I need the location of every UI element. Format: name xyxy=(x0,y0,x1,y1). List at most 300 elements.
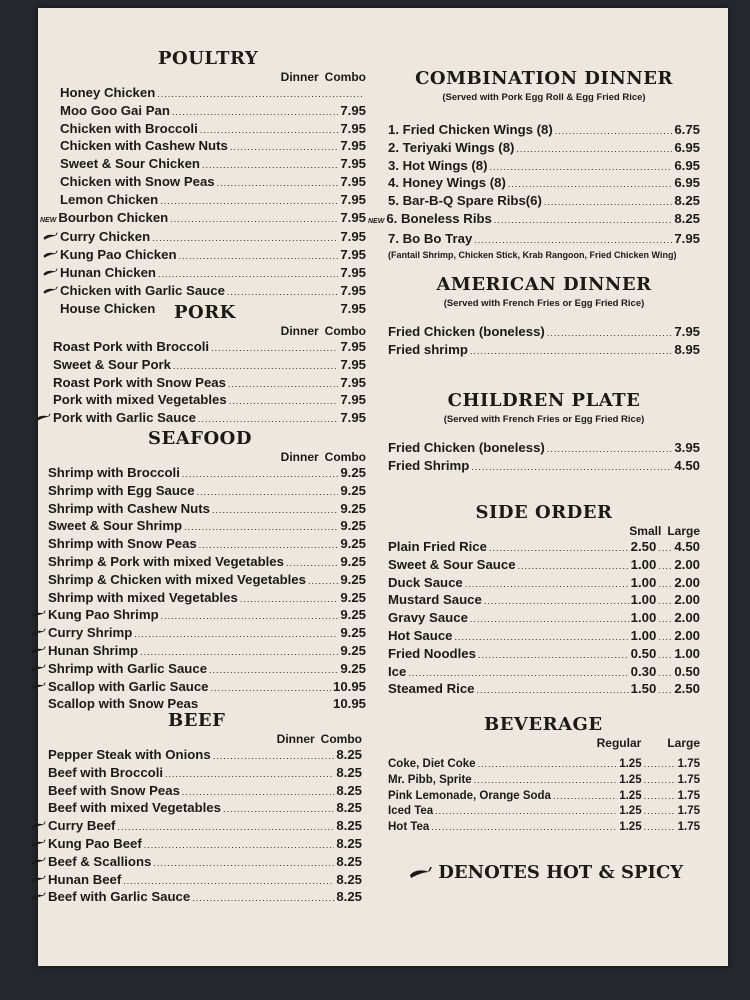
beverage-header xyxy=(388,736,700,751)
poultry-section xyxy=(40,48,366,317)
leader-dots xyxy=(470,610,629,628)
leader-dots xyxy=(658,593,672,610)
item-price: 7.95 xyxy=(340,410,366,426)
leader-dots xyxy=(212,501,338,519)
item-price: 7.95 xyxy=(340,120,366,136)
item-price: 7.95 xyxy=(340,264,366,280)
menu-item xyxy=(388,342,700,360)
item-price: 9.25 xyxy=(340,625,366,641)
menu-item xyxy=(48,554,366,572)
side-order-header-small: Small xyxy=(629,524,662,538)
item-price-large: 2.50 xyxy=(674,681,700,697)
beef-title: BEEF xyxy=(168,710,226,731)
item-price-large: 1.75 xyxy=(677,758,700,770)
american-section xyxy=(388,274,700,360)
item-name: Iced Tea xyxy=(388,805,434,818)
item-name: Lemon Chicken xyxy=(60,191,159,207)
item-name: 3. Hot Wings (8) xyxy=(388,157,488,173)
menu-item xyxy=(388,122,700,140)
item-name: Beef with Broccoli xyxy=(48,764,164,780)
item-name: Chicken with Broccoli xyxy=(60,120,198,136)
item-name: Honey Chicken xyxy=(60,85,156,100)
menu-item xyxy=(388,628,700,646)
leader-dots xyxy=(209,661,338,679)
leader-dots xyxy=(455,628,629,646)
leader-dots xyxy=(123,872,334,890)
pepper-marker xyxy=(30,680,46,697)
pepper-icon xyxy=(30,628,46,637)
side-order-title: SIDE ORDER xyxy=(475,502,613,523)
menu-item xyxy=(388,610,700,628)
menu-item xyxy=(48,590,366,608)
menu-item xyxy=(388,193,700,211)
pepper-icon xyxy=(30,664,46,673)
legend-text: DENOTES HOT & SPICY xyxy=(438,862,684,883)
item-price: 9.25 xyxy=(340,482,366,498)
menu-item xyxy=(40,209,366,230)
leader-dots xyxy=(192,889,334,907)
pepper-marker xyxy=(30,819,46,836)
menu-item xyxy=(48,536,366,554)
leader-dots xyxy=(157,85,364,103)
item-price: 7.95 xyxy=(340,374,366,390)
pork-section xyxy=(48,302,366,428)
menu-item xyxy=(60,192,366,210)
item-price-large: 2.00 xyxy=(674,610,700,626)
leader-dots xyxy=(658,611,672,628)
item-price: 9.25 xyxy=(340,518,366,534)
seafood-section xyxy=(48,428,366,713)
leader-dots xyxy=(435,804,617,820)
poultry-header-combo: Combo xyxy=(324,70,366,84)
item-price-small: 1.00 xyxy=(630,627,657,643)
leader-dots xyxy=(508,175,672,193)
pepper-icon xyxy=(30,610,46,619)
menu-item xyxy=(48,854,362,872)
menu-item xyxy=(48,465,366,483)
leader-dots xyxy=(117,818,334,836)
item-price: 7.95 xyxy=(340,282,366,298)
menu-item xyxy=(48,483,366,501)
pork-header xyxy=(48,324,366,339)
menu-item xyxy=(60,283,366,301)
pepper-marker xyxy=(30,855,46,872)
leader-dots xyxy=(547,324,673,342)
new-badge: NEW xyxy=(40,216,57,224)
seafood-list xyxy=(48,465,366,713)
menu-item xyxy=(388,458,700,476)
leader-dots xyxy=(490,158,673,176)
item-price-small: 1.25 xyxy=(619,789,642,802)
menu-item xyxy=(388,539,700,557)
leader-dots xyxy=(644,820,676,836)
pork-header-dinner: Dinner xyxy=(280,324,319,338)
leader-dots xyxy=(658,682,672,699)
menu-item xyxy=(60,174,366,192)
item-price-small: 1.25 xyxy=(619,805,642,818)
pork-title: PORK xyxy=(174,302,236,323)
pepper-marker xyxy=(30,644,46,661)
leader-dots xyxy=(182,465,338,483)
item-price: 8.25 xyxy=(336,835,362,851)
item-price: 8.95 xyxy=(674,341,700,357)
pepper-marker xyxy=(42,248,58,265)
menu-item xyxy=(60,121,366,139)
menu-item xyxy=(388,820,700,836)
beverage-header-large: Large xyxy=(667,736,700,750)
leader-dots xyxy=(152,229,338,247)
item-price-large: 2.00 xyxy=(674,592,700,608)
leader-dots xyxy=(230,138,339,156)
leader-dots xyxy=(173,357,338,375)
leader-dots xyxy=(471,458,672,476)
leader-dots xyxy=(477,681,629,699)
pepper-icon xyxy=(42,268,58,277)
menu-item xyxy=(48,501,366,519)
item-name: 6. Boneless Ribs xyxy=(386,210,492,226)
leader-dots xyxy=(470,342,672,360)
children-title: CHILDREN PLATE xyxy=(447,390,641,411)
menu-item xyxy=(48,625,366,643)
leader-dots xyxy=(158,265,338,283)
menu-item xyxy=(388,592,700,610)
item-price: 4.50 xyxy=(674,457,700,473)
item-price-large: 2.00 xyxy=(674,556,700,572)
item-name: Shrimp with Broccoli xyxy=(48,465,180,480)
beverage-header-regular: Regular xyxy=(596,736,642,750)
item-name: 7. Bo Bo Tray xyxy=(388,230,473,246)
leader-dots xyxy=(229,392,339,410)
menu-item xyxy=(388,440,700,458)
item-name: Fried Chicken (boneless) xyxy=(388,324,545,339)
combination-note: (Fantail Shrimp, Chicken Stick, Krab Rangoon, Fried Chicken Wing) xyxy=(388,249,677,260)
leader-dots xyxy=(211,679,331,697)
item-price: 7.95 xyxy=(340,356,366,372)
item-price: 8.25 xyxy=(336,764,362,780)
leader-dots xyxy=(658,576,672,593)
leader-dots xyxy=(161,607,339,625)
item-price-large: 4.50 xyxy=(674,539,700,554)
menu-item xyxy=(48,818,362,836)
leader-dots xyxy=(184,518,338,536)
item-price: 7.95 xyxy=(340,173,366,189)
spicy-legend xyxy=(408,862,708,883)
leader-dots xyxy=(228,375,338,393)
item-price: 7.95 xyxy=(674,324,700,339)
item-price: 6.75 xyxy=(674,122,700,137)
pepper-icon xyxy=(42,286,58,295)
side-order-list xyxy=(388,539,700,699)
leader-dots xyxy=(658,665,672,682)
item-price-large: 1.75 xyxy=(677,821,700,834)
leader-dots xyxy=(644,804,676,820)
leader-dots xyxy=(474,231,672,249)
menu-item xyxy=(60,229,366,247)
item-price-small: 1.00 xyxy=(630,592,657,608)
combination-title: COMBINATION DINNER xyxy=(415,68,673,89)
item-name: Pork with Garlic Sauce xyxy=(53,410,196,426)
item-price: 9.25 xyxy=(340,607,366,623)
item-price: 8.25 xyxy=(336,782,362,798)
leader-dots xyxy=(478,757,618,773)
pepper-icon xyxy=(35,413,51,422)
item-name: Curry Shrimp xyxy=(48,625,133,641)
pepper-marker xyxy=(35,411,51,428)
beverage-list xyxy=(388,757,700,836)
side-order-section xyxy=(388,502,700,699)
leader-dots xyxy=(553,789,617,805)
item-name: House Chicken xyxy=(60,300,156,316)
leader-dots xyxy=(172,103,338,121)
menu-item xyxy=(48,747,362,765)
item-name: Beef with Snow Peas xyxy=(48,782,180,798)
menu-item xyxy=(53,339,366,357)
item-name: Beef with Garlic Sauce xyxy=(48,889,191,905)
leader-dots xyxy=(160,192,338,210)
item-price: 7.95 xyxy=(340,300,366,316)
menu-item xyxy=(388,324,700,342)
item-name: Shrimp with Garlic Sauce xyxy=(48,660,208,676)
american-list xyxy=(388,324,700,360)
menu-item xyxy=(48,679,366,697)
menu-item xyxy=(388,664,700,682)
pepper-marker xyxy=(42,266,58,283)
item-name: Roast Pork with Broccoli xyxy=(53,339,210,354)
item-price: 7.95 xyxy=(340,339,366,354)
item-price: 6.95 xyxy=(674,175,700,191)
item-price: 8.25 xyxy=(336,818,362,834)
leader-dots xyxy=(197,483,339,501)
leader-dots xyxy=(170,210,338,228)
leader-dots xyxy=(658,629,672,646)
item-price-small: 2.50 xyxy=(630,539,657,554)
item-name: Fried Chicken (boneless) xyxy=(388,440,545,455)
menu-item xyxy=(48,836,362,854)
item-name: Shrimp with Egg Sauce xyxy=(48,482,195,498)
leader-dots xyxy=(484,592,629,610)
pepper-marker xyxy=(30,890,46,907)
item-price: 7.95 xyxy=(340,156,366,172)
item-name: Gravy Sauce xyxy=(388,610,468,626)
pepper-icon xyxy=(408,866,432,880)
item-name: Curry Chicken xyxy=(60,229,151,245)
beef-header-dinner: Dinner xyxy=(276,732,315,746)
leader-dots xyxy=(200,121,339,139)
item-price: 9.25 xyxy=(340,553,366,569)
item-name: Kung Pao Shrimp xyxy=(48,607,159,623)
beef-list xyxy=(48,747,362,907)
item-name: Steamed Rice xyxy=(388,681,475,697)
item-price: 8.25 xyxy=(674,193,700,209)
side-order-header xyxy=(388,524,700,539)
item-name: Hunan Shrimp xyxy=(48,642,139,658)
menu-item xyxy=(60,138,366,156)
leader-dots xyxy=(516,140,672,158)
legend-row xyxy=(408,862,683,883)
pork-header-combo: Combo xyxy=(324,324,366,338)
item-price-large: 1.75 xyxy=(677,805,700,818)
item-name: Moo Goo Gai Pan xyxy=(60,102,170,118)
children-subtitle: (Served with French Fries or Egg Fried Rice) xyxy=(443,414,645,425)
item-name: Ice xyxy=(388,663,407,679)
pepper-marker xyxy=(30,626,46,643)
menu-item xyxy=(60,85,366,103)
menu-item xyxy=(60,103,366,121)
item-name: Plain Fried Rice xyxy=(388,539,487,554)
beef-section xyxy=(48,710,362,907)
item-name: Kung Pao Chicken xyxy=(60,247,177,263)
item-name: Shrimp with Cashew Nuts xyxy=(48,500,210,516)
combination-subtitle: (Served with Pork Egg Roll & Egg Fried Rice) xyxy=(442,92,646,103)
item-price: 9.25 xyxy=(340,660,366,676)
item-price-large: 0.50 xyxy=(674,663,700,679)
leader-dots xyxy=(658,647,672,664)
item-name: Shrimp with mixed Vegetables xyxy=(48,589,238,605)
item-price: 8.25 xyxy=(674,210,700,226)
menu-item xyxy=(53,375,366,393)
item-name: Scallop with Garlic Sauce xyxy=(48,678,209,694)
leader-dots xyxy=(286,554,338,572)
item-price: 9.25 xyxy=(340,571,366,587)
item-name: Sweet & Sour Pork xyxy=(53,356,171,372)
item-price: 7.95 xyxy=(340,247,366,263)
pepper-icon xyxy=(30,892,46,901)
menu-item xyxy=(48,889,362,907)
menu-item xyxy=(53,392,366,410)
menu-item xyxy=(48,872,362,890)
leader-dots xyxy=(240,590,339,608)
leader-dots xyxy=(202,156,338,174)
pepper-icon xyxy=(30,646,46,655)
pepper-marker xyxy=(30,608,46,625)
item-name: Fried Noodles xyxy=(388,645,476,661)
item-price: 8.25 xyxy=(336,747,362,762)
item-name: Pork with mixed Vegetables xyxy=(53,392,227,408)
leader-dots xyxy=(431,820,617,836)
item-price: 7.95 xyxy=(340,392,366,408)
menu-page xyxy=(38,8,728,966)
children-section xyxy=(388,390,700,476)
leader-dots xyxy=(223,800,334,818)
menu-item xyxy=(48,765,362,783)
item-price-large: 1.75 xyxy=(677,789,700,802)
leader-dots xyxy=(644,789,676,805)
item-name: Sweet & Sour Sauce xyxy=(388,556,516,572)
poultry-header xyxy=(48,70,366,85)
item-price-small: 1.00 xyxy=(630,610,657,626)
pepper-icon xyxy=(30,682,46,691)
item-name: Shrimp & Pork with mixed Vegetables xyxy=(48,553,284,569)
pepper-marker xyxy=(30,837,46,854)
leader-dots xyxy=(165,765,334,783)
item-price: 8.25 xyxy=(336,871,362,887)
poultry-list xyxy=(40,85,366,317)
menu-item xyxy=(48,643,366,661)
item-name: Kung Pao Beef xyxy=(48,835,142,851)
item-name: Mr. Pibb, Sprite xyxy=(388,773,472,786)
item-price: 7.95 xyxy=(340,229,366,245)
item-price: 7.95 xyxy=(340,138,366,154)
item-price: 8.25 xyxy=(336,853,362,869)
menu-item xyxy=(388,789,700,805)
menu-item xyxy=(60,156,366,174)
item-price-small: 1.00 xyxy=(630,574,657,590)
item-name: Fried shrimp xyxy=(388,341,468,357)
item-price: 6.95 xyxy=(674,157,700,173)
item-price: 3.95 xyxy=(674,440,700,455)
pepper-icon xyxy=(30,839,46,848)
menu-item xyxy=(388,575,700,593)
item-name: Scallop with Snow Peas xyxy=(48,696,199,712)
item-price: 8.25 xyxy=(336,889,362,905)
item-price: 9.25 xyxy=(340,500,366,516)
item-price-large: 1.00 xyxy=(674,645,700,661)
seafood-header-combo: Combo xyxy=(324,450,366,464)
item-price-small: 1.25 xyxy=(619,758,642,770)
item-name: Chicken with Snow Peas xyxy=(60,173,215,189)
item-price-large: 1.75 xyxy=(677,773,700,786)
leader-dots xyxy=(518,557,629,575)
seafood-header xyxy=(48,450,366,465)
item-name: 5. Bar-B-Q Spare Ribs(6) xyxy=(388,193,542,209)
item-name: Roast Pork with Snow Peas xyxy=(53,374,226,390)
item-name: Shrimp with Snow Peas xyxy=(48,536,197,552)
beverage-title: BEVERAGE xyxy=(484,714,603,735)
item-price: 10.95 xyxy=(332,678,366,694)
menu-item xyxy=(388,681,700,699)
leader-dots xyxy=(217,174,339,192)
leader-dots xyxy=(547,440,673,458)
menu-item xyxy=(388,175,700,193)
leader-dots xyxy=(134,625,338,643)
menu-item xyxy=(388,773,700,789)
item-price: 6.95 xyxy=(674,139,700,155)
american-subtitle: (Served with French Fries or Egg Fried Rice) xyxy=(443,298,645,309)
item-name: Bourbon Chicken xyxy=(58,209,169,225)
seafood-header-dinner: Dinner xyxy=(280,450,319,464)
poultry-header-dinner: Dinner xyxy=(280,70,319,84)
menu-item xyxy=(53,410,366,428)
menu-item xyxy=(388,646,700,664)
poultry-title: POULTRY xyxy=(158,48,259,69)
pepper-icon xyxy=(30,821,46,830)
item-name: Hot Sauce xyxy=(388,627,453,643)
item-name: Hot Tea xyxy=(388,821,430,834)
item-name: Pink Lemonade, Orange Soda xyxy=(388,789,551,802)
item-name: 2. Teriyaki Wings (8) xyxy=(388,139,515,155)
new-badge: NEW xyxy=(368,217,385,225)
pork-list xyxy=(48,339,366,428)
leader-dots xyxy=(544,193,672,211)
menu-item xyxy=(388,557,700,575)
item-name: Hunan Chicken xyxy=(60,264,156,280)
item-price-small: 0.50 xyxy=(630,645,657,661)
leader-dots xyxy=(198,410,338,428)
leader-dots xyxy=(644,757,676,773)
leader-dots xyxy=(644,773,676,789)
menu-item xyxy=(48,572,366,590)
pepper-icon xyxy=(30,857,46,866)
leader-dots xyxy=(478,646,629,664)
item-price: 7.95 xyxy=(340,102,366,118)
item-name: Sweet & Sour Chicken xyxy=(60,156,200,172)
item-price-small: 1.00 xyxy=(630,556,657,572)
item-price: 10.95 xyxy=(332,696,366,712)
american-title: AMERICAN DINNER xyxy=(436,274,652,295)
menu-item xyxy=(60,265,366,283)
item-name: Chicken with Garlic Sauce xyxy=(60,282,225,298)
combination-list xyxy=(368,122,700,249)
